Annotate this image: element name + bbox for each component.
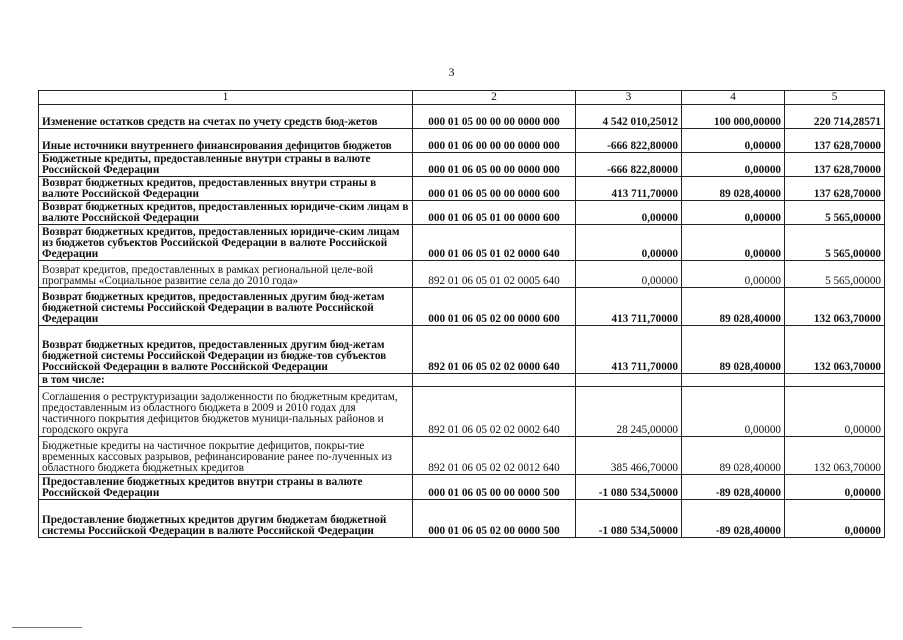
row-name: Предоставление бюджетных кредитов другим бюджетам бюджетной системы Российской Федерации в валюте Российской Федерации	[39, 500, 413, 538]
row-code: 000 01 06 05 01 00 0000 600	[413, 201, 576, 225]
table-row	[39, 201, 885, 225]
row-code: 892 01 06 05 02 02 0012 640	[413, 437, 576, 475]
row-value-4: 0,00000	[682, 387, 785, 437]
table-header-row	[39, 91, 885, 105]
row-value-3: -1 080 534,50000	[576, 500, 682, 538]
row-code: 000 01 06 05 00 00 0000 000	[413, 153, 576, 177]
table-row	[39, 387, 885, 437]
row-code: 000 01 06 05 02 00 0000 600	[413, 288, 576, 326]
table-row	[39, 326, 885, 374]
row-value-4: 89 028,40000	[682, 326, 785, 374]
row-code: 000 01 06 05 00 00 0000 500	[413, 475, 576, 500]
row-code: 892 01 06 05 02 02 0002 640	[413, 387, 576, 437]
column-header-5: 5	[785, 91, 885, 105]
row-value-4: 0,00000	[682, 201, 785, 225]
row-value-3: 413 711,70000	[576, 326, 682, 374]
row-value-3: 0,00000	[576, 225, 682, 261]
row-name: Предоставление бюджетных кредитов внутри страны в валюте Российской Федерации	[39, 475, 413, 500]
row-value-5: 137 628,70000	[785, 153, 885, 177]
row-value-3: -1 080 534,50000	[576, 475, 682, 500]
row-name: в том числе:	[39, 374, 413, 387]
row-value-4: 100 000,00000	[682, 105, 785, 129]
row-value-3: 413 711,70000	[576, 288, 682, 326]
row-name: Бюджетные кредиты, предоставленные внутри страны в валюте Российской Федерации	[39, 153, 413, 177]
page-number: 3	[448, 65, 455, 79]
table-row	[39, 437, 885, 475]
row-value-3: 413 711,70000	[576, 177, 682, 201]
row-value-3: -666 822,80000	[576, 153, 682, 177]
row-value-3: 0,00000	[576, 261, 682, 288]
row-name: Возврат бюджетных кредитов, предоставленных другим бюд-жетам бюджетной системы Российской Федерации в валюте Российской Федерации	[39, 288, 413, 326]
row-code: 892 01 06 05 01 02 0005 640	[413, 261, 576, 288]
row-value-4: 0,00000	[682, 129, 785, 153]
column-header-2: 2	[413, 91, 576, 105]
row-code: 000 01 06 05 01 02 0000 640	[413, 225, 576, 261]
row-value-4: -89 028,40000	[682, 500, 785, 538]
table-row	[39, 177, 885, 201]
table-row	[39, 475, 885, 500]
row-value-4: 89 028,40000	[682, 437, 785, 475]
row-value-5: 5 565,00000	[785, 201, 885, 225]
row-name: Изменение остатков средств на счетах по учету средств бюд-жетов	[39, 105, 413, 129]
row-value-3: 385 466,70000	[576, 437, 682, 475]
row-value-5: 137 628,70000	[785, 129, 885, 153]
row-code: 892 01 06 05 02 02 0000 640	[413, 326, 576, 374]
table-row	[39, 105, 885, 129]
row-value-4: -89 028,40000	[682, 475, 785, 500]
row-value-5: 0,00000	[785, 475, 885, 500]
row-value-5: 0,00000	[785, 500, 885, 538]
row-name: Возврат бюджетных кредитов, предоставленных другим бюд-жетам бюджетной системы Российской Федерации из бюдже-тов субъектов Российской Федерации в валюте Российской Федерации	[39, 326, 413, 374]
row-value-4: 89 028,40000	[682, 288, 785, 326]
row-code	[413, 374, 576, 387]
row-code: 000 01 06 05 00 00 0000 600	[413, 177, 576, 201]
row-value-5	[785, 374, 885, 387]
row-value-5: 132 063,70000	[785, 288, 885, 326]
row-name: Возврат бюджетных кредитов, предоставленных внутри страны в валюте Российской Федерации	[39, 177, 413, 201]
column-header-4: 4	[682, 91, 785, 105]
table-row	[39, 374, 885, 387]
row-value-5: 220 714,28571	[785, 105, 885, 129]
table-row	[39, 261, 885, 288]
row-value-5: 5 565,00000	[785, 225, 885, 261]
row-value-3: 28 245,00000	[576, 387, 682, 437]
row-code: 000 01 06 00 00 00 0000 000	[413, 129, 576, 153]
footer-rule	[12, 627, 82, 628]
row-value-3	[576, 374, 682, 387]
row-name: Возврат бюджетных кредитов, предоставленных юридиче-ским лицам из бюджетов субъектов Российской Федерации в валюте Российской Федерации	[39, 225, 413, 261]
table-row	[39, 288, 885, 326]
row-value-5: 137 628,70000	[785, 177, 885, 201]
row-value-4	[682, 374, 785, 387]
row-value-5: 0,00000	[785, 387, 885, 437]
row-value-3: -666 822,80000	[576, 129, 682, 153]
row-name: Иные источники внутреннего финансирования дефицитов бюджетов	[39, 129, 413, 153]
row-name: Соглашения о реструктуризации задолженности по бюджетным кредитам, предоставленным из областного бюджета в 2009 и 2010 годах для частичного покрытия дефицитов бюджетов муници-пальных районов и городского округа	[39, 387, 413, 437]
row-code: 000 01 05 00 00 00 0000 000	[413, 105, 576, 129]
column-header-1: 1	[39, 91, 413, 105]
row-code: 000 01 06 05 02 00 0000 500	[413, 500, 576, 538]
table-row	[39, 225, 885, 261]
row-name: Возврат бюджетных кредитов, предоставленных юридиче-ским лицам в валюте Российской Федерации	[39, 201, 413, 225]
row-name: Возврат кредитов, предоставленных в рамках региональной целе-вой программы «Социальное развитие села до 2010 года»	[39, 261, 413, 288]
row-value-3: 4 542 010,25012	[576, 105, 682, 129]
row-value-5: 132 063,70000	[785, 326, 885, 374]
row-value-4: 0,00000	[682, 153, 785, 177]
row-value-4: 89 028,40000	[682, 177, 785, 201]
row-value-4: 0,00000	[682, 225, 785, 261]
row-value-5: 5 565,00000	[785, 261, 885, 288]
column-header-3: 3	[576, 91, 682, 105]
row-value-4: 0,00000	[682, 261, 785, 288]
row-name: Бюджетные кредиты на частичное покрытие дефицитов, покры-тие временных кассовых разрывов, рефинансирование ранее по-лученных из областного бюджета бюджетных кредитов	[39, 437, 413, 475]
row-value-3: 0,00000	[576, 201, 682, 225]
row-value-5: 132 063,70000	[785, 437, 885, 475]
table-row	[39, 500, 885, 538]
table-row	[39, 129, 885, 153]
table-row	[39, 153, 885, 177]
budget-sources-table	[38, 90, 885, 538]
